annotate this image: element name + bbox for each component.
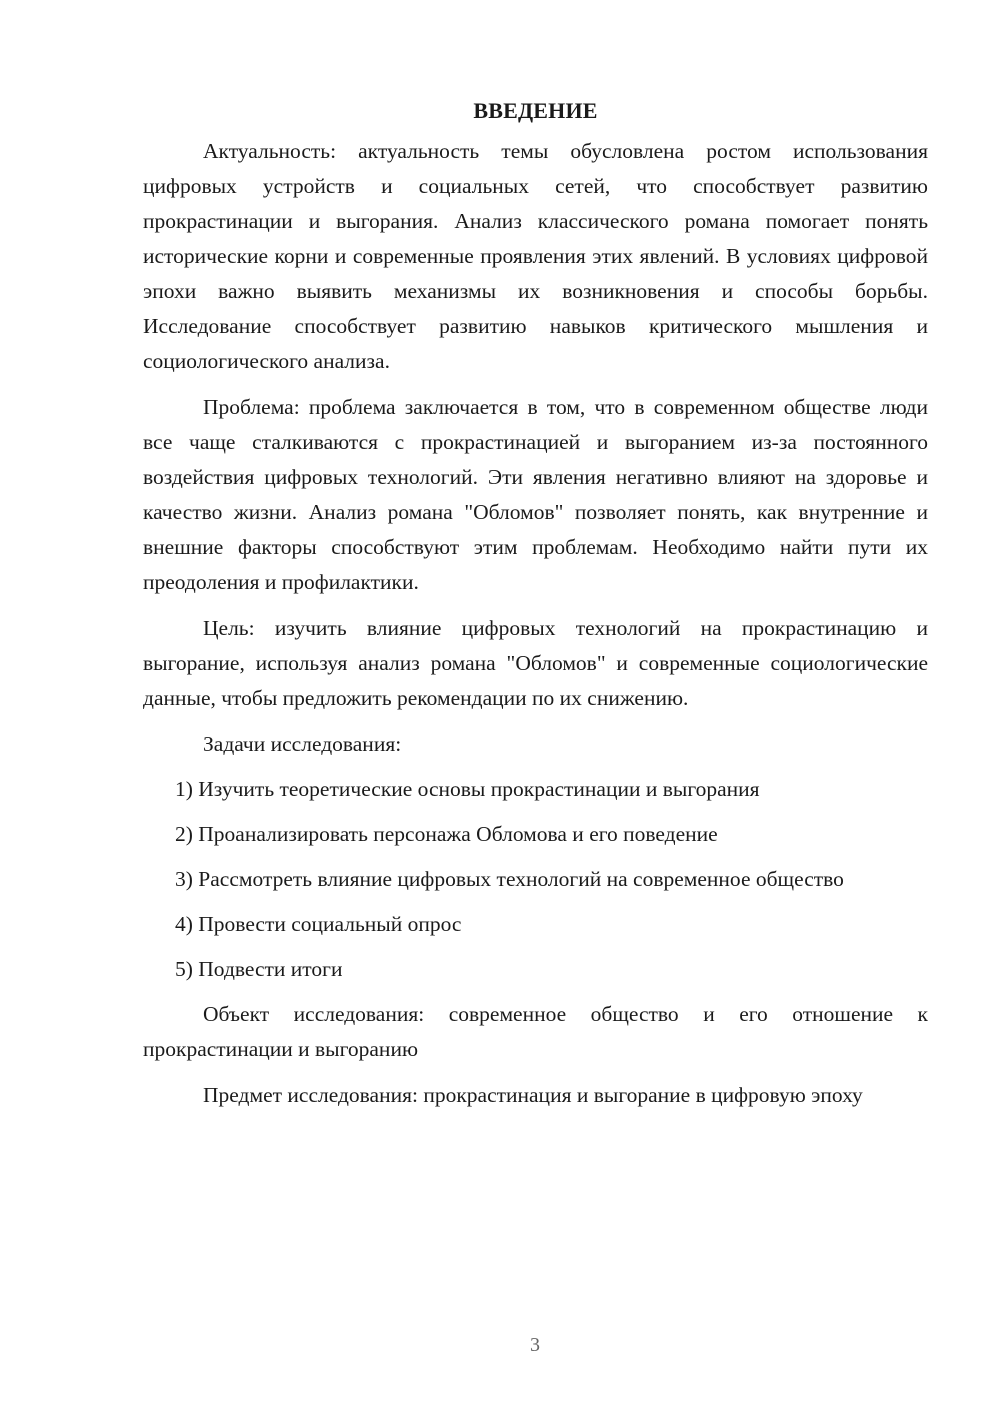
task-item: 2) Проанализировать персонажа Обломова и его поведение — [175, 822, 718, 846]
tasks-heading: Задачи исследования: — [203, 732, 402, 756]
goal-paragraph: Цель: изучить влияние цифровых технологий на прокрастинацию и выгорание, используя анализ романа "Обломов" и современные социологические данные, чтобы предложить рекомендации по их снижению. — [143, 616, 928, 710]
task-item: 3) Рассмотреть влияние цифровых технологий на современное общество — [175, 867, 844, 891]
object-paragraph: Объект исследования: современное общество и его отношение к прокрастинации и выгоранию — [143, 1002, 928, 1061]
task-item: 5) Подвести итоги — [175, 957, 343, 981]
page-title: ВВЕДЕНИЕ — [473, 98, 598, 123]
page-number: 3 — [530, 1334, 540, 1356]
document-page — [143, 94, 928, 1124]
tasks-list — [143, 772, 928, 987]
task-item: 4) Провести социальный опрос — [175, 912, 462, 936]
problem-paragraph: Проблема: проблема заключается в том, что в современном обществе люди все чаще сталкиваются с прокрастинацией и выгоранием из-за постоянного воздействия цифровых технологий. Эти явления негативно влияют на здоровье и качество жизни. Анализ романа "Обломов" позволяет понять, как внутренние и внешние факторы способствуют этим проблемам. Необходимо найти пути их преодоления и профилактики. — [143, 395, 928, 594]
task-item: 1) Изучить теоретические основы прокрастинации и выгорания — [175, 777, 760, 801]
relevance-paragraph: Актуальность: актуальность темы обусловлена ростом использования цифровых устройств и социальных сетей, что способствует развитию прокрастинации и выгорания. Анализ классического романа помогает понять исторические корни и современные проявления этих явлений. В условиях цифровой эпохи важно выявить механизмы их возникновения и способы борьбы. Исследование способствует развитию навыков критического мышления и социологического анализа. — [143, 139, 928, 373]
subject-paragraph: Предмет исследования: прокрастинация и выгорание в цифровую эпоху — [203, 1083, 863, 1107]
